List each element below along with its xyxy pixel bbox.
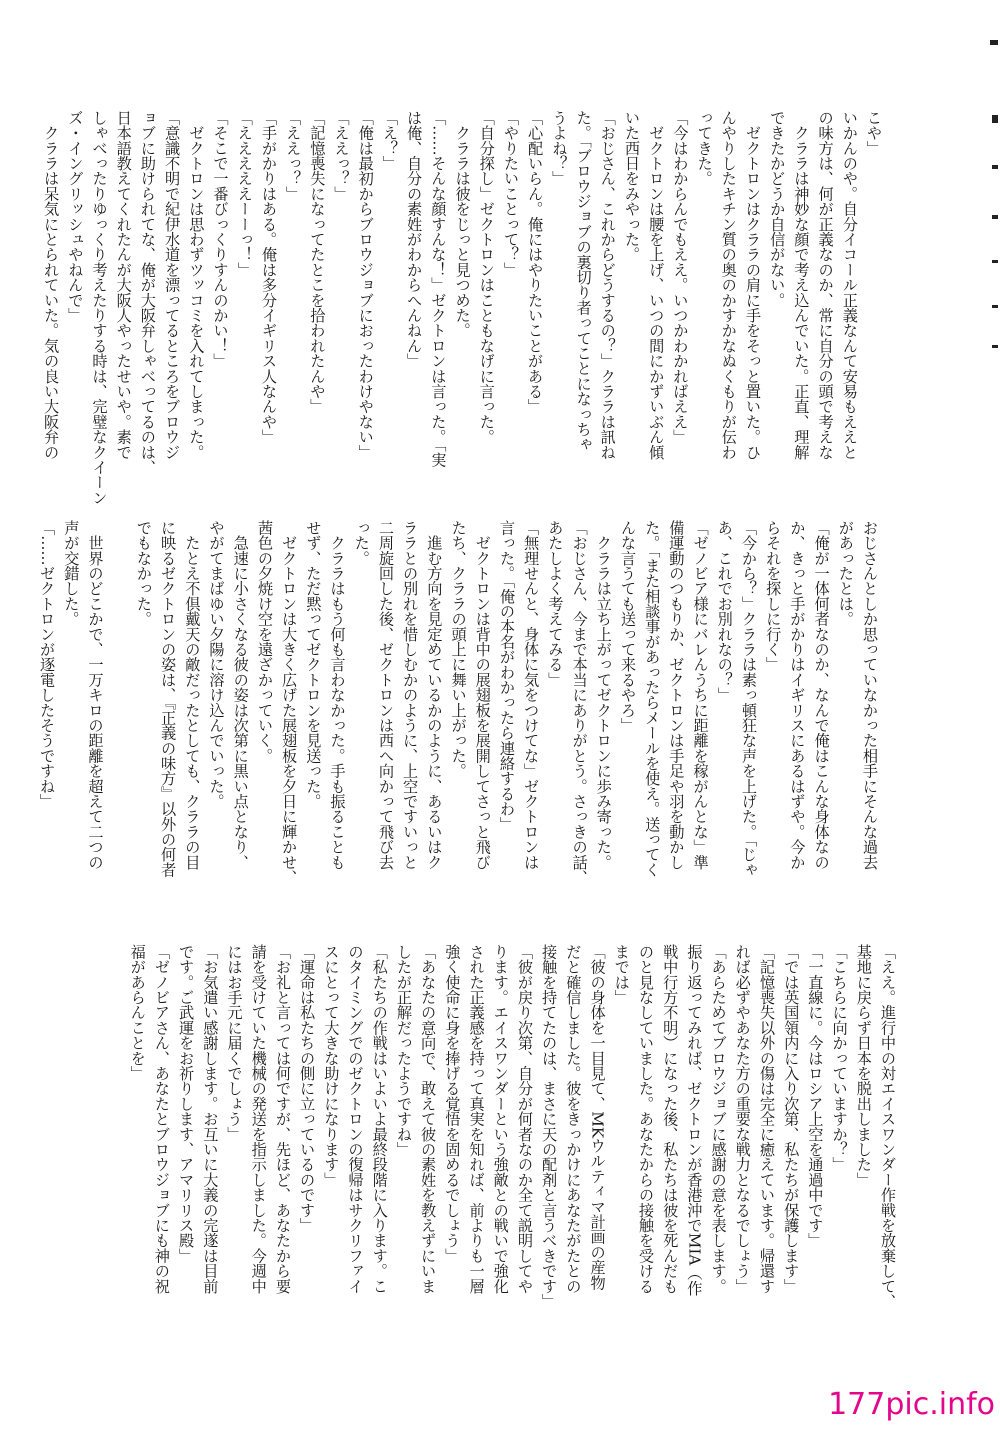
text-line: 「一直線に。今はロシア上空を通過中です」: [806, 944, 825, 1248]
text-line: ゼクトロンは背中の展翅板を展開してさっと飛び: [473, 520, 492, 870]
text-line: ゼクトロンは思わずツッコミを入れてしまった。: [187, 110, 206, 460]
text-line: 「こちらに向かっていますか？」: [830, 944, 849, 1172]
text-line: 「では英国領内に入り次第、私たちが保護します」: [782, 944, 801, 1294]
text-line: 二周旋回した後、ゼクトロンは西へ向かって飛び去: [376, 520, 395, 870]
text-line: 「おじさん、これからどうするの？」クララは訊ね: [598, 110, 617, 460]
text-line: 茜色の夕焼け空を遠ざかっていく。: [255, 520, 274, 764]
text-line: 「おじさん、今まで本当にありがとう。さっきの話、: [570, 520, 589, 885]
text-line: ゼクトロンは腰を上げ、いつの間にかずいぶん傾: [647, 110, 666, 460]
text-line: あ、これでお別れなの？」: [715, 520, 734, 703]
text-column-block-bottom: [128, 944, 900, 1334]
text-line: だと確信しました。彼をきっかけにあなたがたとの: [564, 944, 583, 1294]
text-line: のと見なしていました。あなたからの接触を受ける: [636, 944, 655, 1294]
text-line: 日本語教えてくれたんが大阪人やったせいや。素で: [114, 110, 133, 460]
text-line: 「今はわからんでもええ。いつかわかればええ」: [671, 110, 690, 445]
text-line: にはお手元に届くでしょう」: [225, 944, 244, 1142]
text-line: か、きっと手がかりはイギリスにあるはずや。今か: [788, 520, 807, 870]
text-line: 「俺は最初からブロウジョブにおったわけやない」: [356, 110, 375, 460]
text-line: 「彼の身体を一目見て、MKウルティマ計画の産物: [588, 944, 607, 1291]
text-line: ります。エイスワンダーという強敵との戦いで強化: [491, 944, 510, 1294]
text-line: たち、クララの頭上に舞い上がった。: [449, 520, 468, 779]
text-line: いた西日をみやった。: [622, 110, 641, 262]
text-line: したが正解だったようですね」: [394, 944, 413, 1157]
text-line: 「……そんな顔すんな！」ゼクトロンは言った。「実: [429, 110, 448, 468]
text-line: 「そこで一番びっくりすんのかい！」: [211, 110, 230, 369]
text-line: しゃべったりゆっくり考えたりする時は、完璧なクイーン: [90, 110, 109, 506]
text-line: ゼクトロンはクララの肩に手をそっと置いた。ひ: [743, 110, 762, 460]
text-line: ゼクトロンは大きく広げた展翅板を夕日に輝かせ、: [280, 520, 299, 885]
text-line: た。「また相談事があったらメールを使え。送ってく: [643, 520, 662, 878]
text-line: があったとは。: [836, 520, 855, 627]
text-line: の味方は、何が正義なのか、常に自分の頭で考えな: [816, 110, 835, 460]
text-line: 「やりたいことって？」: [501, 110, 520, 278]
text-line: 「無理せんと、身体に気をつけてな」ゼクトロンは: [522, 520, 541, 870]
text-line: 「今から？」クララは素っ頓狂な声を上げた。「じゃ: [739, 520, 758, 878]
text-line: 「えええええーーっ！」: [235, 110, 254, 278]
text-line: ララとの別れを惜しむかのように、上空ですいっと: [401, 520, 420, 870]
text-line: [108, 520, 132, 850]
text-line: 福があらんことを」: [128, 944, 147, 1081]
text-line: 「ええっ？」: [284, 110, 303, 202]
text-line: 言った。「俺の本名がわかったら連絡するわ」: [497, 520, 516, 832]
page-edge-marks: [982, 0, 1000, 1431]
text-line: 「え？」: [380, 110, 399, 171]
text-line: スにとって大きな助けになります」: [322, 944, 341, 1188]
text-line: 世界のどこかで、一万キロの距離を超えて二つの: [86, 520, 105, 870]
text-line: ョブに助けられてな、俺が大阪弁しゃべってるのは、: [138, 110, 157, 475]
text-line: った。: [352, 520, 371, 566]
text-line: れば必ずやあなた方の重要な戦力となるでしょう」: [733, 944, 752, 1294]
text-line: らそれを探しに行く」: [764, 520, 783, 672]
text-line: 備運動のつもりか、ゼクトロンは手足や羽を動かし: [667, 520, 686, 870]
text-line: ズ・イングリッシュやねんで」: [66, 110, 85, 323]
text-line: たとえ不倶戴天の敵だったとしても、クララの目: [183, 520, 202, 870]
text-line: 「……ゼクトロンが逐電したそうですね」: [38, 520, 57, 809]
text-line: 急速に小さくなる彼の姿は次第に黒い点となり、: [231, 520, 250, 870]
text-line: 「ええっ？」: [332, 110, 351, 202]
text-line: こや」: [865, 110, 883, 156]
text-line: 「あなたの意向で、敢えて彼の素姓を教えずにいま: [419, 944, 438, 1294]
text-line: あたしよく考えてみる」: [546, 520, 565, 688]
text-line: 「記憶喪失以外の傷は完全に癒えています。帰還す: [757, 944, 776, 1294]
text-column-block-top: [42, 110, 886, 506]
text-line: 「記憶喪失になってたとこを拾われたんや」: [308, 110, 327, 414]
text-line: です。ご武運をお祈りします、アマリリス殿」: [177, 944, 196, 1264]
text-line: 請を受けていた機械の発送を指示しました。今週中: [249, 944, 268, 1294]
text-line: ってきた。: [695, 110, 714, 186]
text-line: 戦中行方不明）になった後、私たちは彼を死んだも: [661, 944, 680, 1294]
text-line: 声が交錯した。: [62, 520, 81, 627]
text-line: 「あらためてブロウジョブに感謝の意を表します。: [709, 944, 728, 1294]
text-line: やがてまばゆい夕陽に溶け込んでいった。: [207, 520, 226, 809]
text-line: 「心配いらん。俺にはやりたいことがある」: [526, 110, 545, 414]
text-line: クララは彼をじっと見つめた。: [453, 110, 472, 338]
text-line: 「お礼と言っては何ですが、先ほど、あなたから要: [273, 944, 292, 1294]
watermark: 177pic.info: [828, 1387, 995, 1422]
text-line: 「彼が戻り次第、自分が何者なのか全て説明してや: [515, 944, 534, 1294]
text-line: 基地に戻らず日本を脱出しました」: [854, 944, 873, 1188]
text-line: おじさんとしか思っていなかった相手にそんな過去: [861, 520, 879, 870]
text-line: いかんのや。自分イコール正義なんて安易もええと: [840, 110, 859, 460]
text-line: クララは呆気にとられていた。気の良い大阪弁の: [42, 110, 61, 460]
text-line: 「お気遣い感謝します。お互いに大義の完遂は目前: [201, 944, 220, 1294]
text-line: 「ゼノビアさん、あなたとブロウジョブにも神の祝: [152, 944, 171, 1294]
text-column-block-middle: [38, 520, 882, 885]
text-line: 「ゼノビア様にバレんうちに距離を稼がんとな」準: [691, 520, 710, 870]
text-line: 「私たちの作戦はいよいよ最終段階に入ります。こ: [370, 944, 389, 1294]
text-line: 「意識不明で紀伊水道を漂ってるところをブロウジ: [163, 110, 182, 460]
text-line: んな言うても送って来るやろ」: [618, 520, 637, 733]
text-line: のタイミングでのゼクトロンの復帰はサクリファイ: [346, 944, 365, 1294]
text-line: クララは立ち上がってゼクトロンに歩み寄った。: [594, 520, 613, 870]
text-line: でもなかった。: [134, 520, 153, 627]
text-line: 「手がかりはある。俺は多分イギリス人なんや」: [259, 110, 278, 445]
text-line: た。「ブロウジョブの裏切り者ってことになっちゃ: [574, 110, 593, 452]
text-line: 「自分探し」ゼクトロンはこともなげに言った。: [477, 110, 496, 445]
text-line: 強く使命に身を捧げる覚悟を固めるでしょう」: [443, 944, 462, 1264]
text-line: クララはもう何も言わなかった。手も振ることも: [328, 520, 347, 870]
text-line: に映るゼクトロンの姿は、『正義の味方』以外の何者: [159, 520, 178, 878]
text-line: 接触を持てたのは、まさに天の配剤と言うべきです」: [540, 944, 559, 1309]
text-line: 「俺が一体何者なのか、なんで俺はこんな身体なの: [812, 520, 831, 870]
text-line: できたかどうか自信がない。: [768, 110, 787, 308]
text-line: うよね？」: [550, 110, 569, 186]
text-line: 「ええ。進行中の対エイスワンダー作戦を放棄して、: [879, 944, 897, 1309]
text-line: クララは神妙な顔で考え込んでいた。正直、理解: [792, 110, 811, 460]
text-line: は俺、自分の素姓がわからへんねん」: [405, 110, 424, 369]
text-line: までは」: [612, 944, 631, 1005]
text-line: された正義感を持って真実を知れば、前よりも一層: [467, 944, 486, 1294]
text-line: 振り返ってみれば、ゼクトロンが香港沖でMIA（作: [685, 944, 704, 1296]
text-line: 「運命は私たちの側に立っているのです」: [298, 944, 317, 1233]
text-line: 進む方向を見定めているかのように、あるいはク: [425, 520, 444, 870]
text-line: んやりしたキチン質の奥のかすかなぬくもりが伝わ: [719, 110, 738, 460]
text-line: せず、ただ黙ってゼクトロンを見送った。: [304, 520, 323, 809]
